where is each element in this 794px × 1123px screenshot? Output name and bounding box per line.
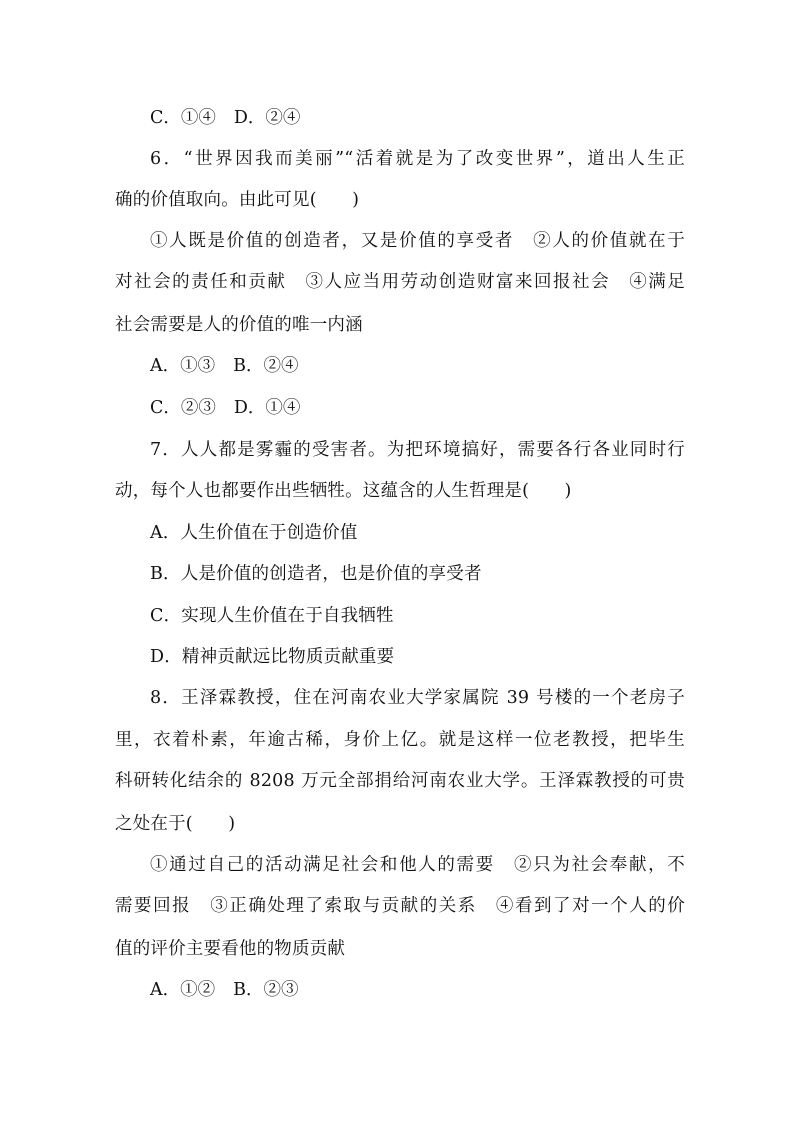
q8-option-a: A．①② (150, 980, 216, 1000)
q8-option-b: B．②③ (233, 980, 299, 1000)
q6-stem-line-2: 确的价值取向。由此可见( ) (115, 190, 360, 210)
q6-options-cd (150, 396, 300, 420)
q8-items-line-1: ①通过自己的活动满足社会和他人的需要 ②只为社会奉献，不 (150, 855, 685, 875)
q7-option-d: D．精神贡献远比物质贡献重要 (150, 647, 395, 667)
q5-option-c: C．①④ (150, 108, 216, 128)
q8-stem-line-1: 8．王泽霖教授，住在河南农业大学家属院 39 号楼的一个老房子 (150, 688, 685, 708)
q7-option-a: A．人生价值在于创造价值 (150, 523, 358, 543)
q8-stem-line-2: 里，衣着朴素，年逾古稀，身价上亿。就是这样一位老教授，把毕生 (115, 730, 685, 750)
q6-stem-line-1: 6．“世界因我而美丽”“活着就是为了改变世界”，道出人生正 (150, 149, 685, 169)
q7-option-b: B．人是价值的创造者，也是价值的享受者 (150, 564, 482, 584)
q5-options-cd (150, 106, 300, 130)
q6-items-line-3: 社会需要是人的价值的唯一内涵 (115, 315, 363, 335)
q8-options-ab (150, 978, 299, 1002)
q5-option-d: D．②④ (233, 108, 301, 128)
q8-stem-line-3: 科研转化结余的 8208 万元全部捐给河南农业大学。王泽霖教授的可贵 (115, 771, 685, 791)
q8-items-line-2: 需要回报 ③正确处理了索取与贡献的关系 ④看到了对一个人的价 (115, 896, 685, 916)
q8-stem-line-4: 之处在于( ) (115, 814, 236, 834)
q6-items-line-2: 对社会的责任和贡献 ③人应当用劳动创造财富来回报社会 ④满足 (115, 272, 685, 292)
q6-option-b: B．②④ (233, 356, 299, 376)
q6-items-line-1: ①人既是价值的创造者，又是价值的享受者 ②人的价值就在于 (150, 231, 685, 251)
q6-option-d: D．①④ (233, 398, 301, 418)
q8-items-line-3: 值的评价主要看他的物质贡献 (115, 939, 346, 959)
q7-stem-line-2: 动，每个人也都要作出些牺牲。这蕴含的人生哲理是( ) (115, 481, 572, 501)
q6-option-a: A．①③ (150, 356, 216, 376)
q7-option-c: C．实现人生价值在于自我牺牲 (150, 606, 394, 626)
q6-options-ab (150, 354, 299, 378)
q6-option-c: C．②③ (150, 398, 216, 418)
q7-stem-line-1: 7．人人都是雾霾的受害者。为把环境搞好，需要各行各业同时行 (150, 440, 685, 460)
